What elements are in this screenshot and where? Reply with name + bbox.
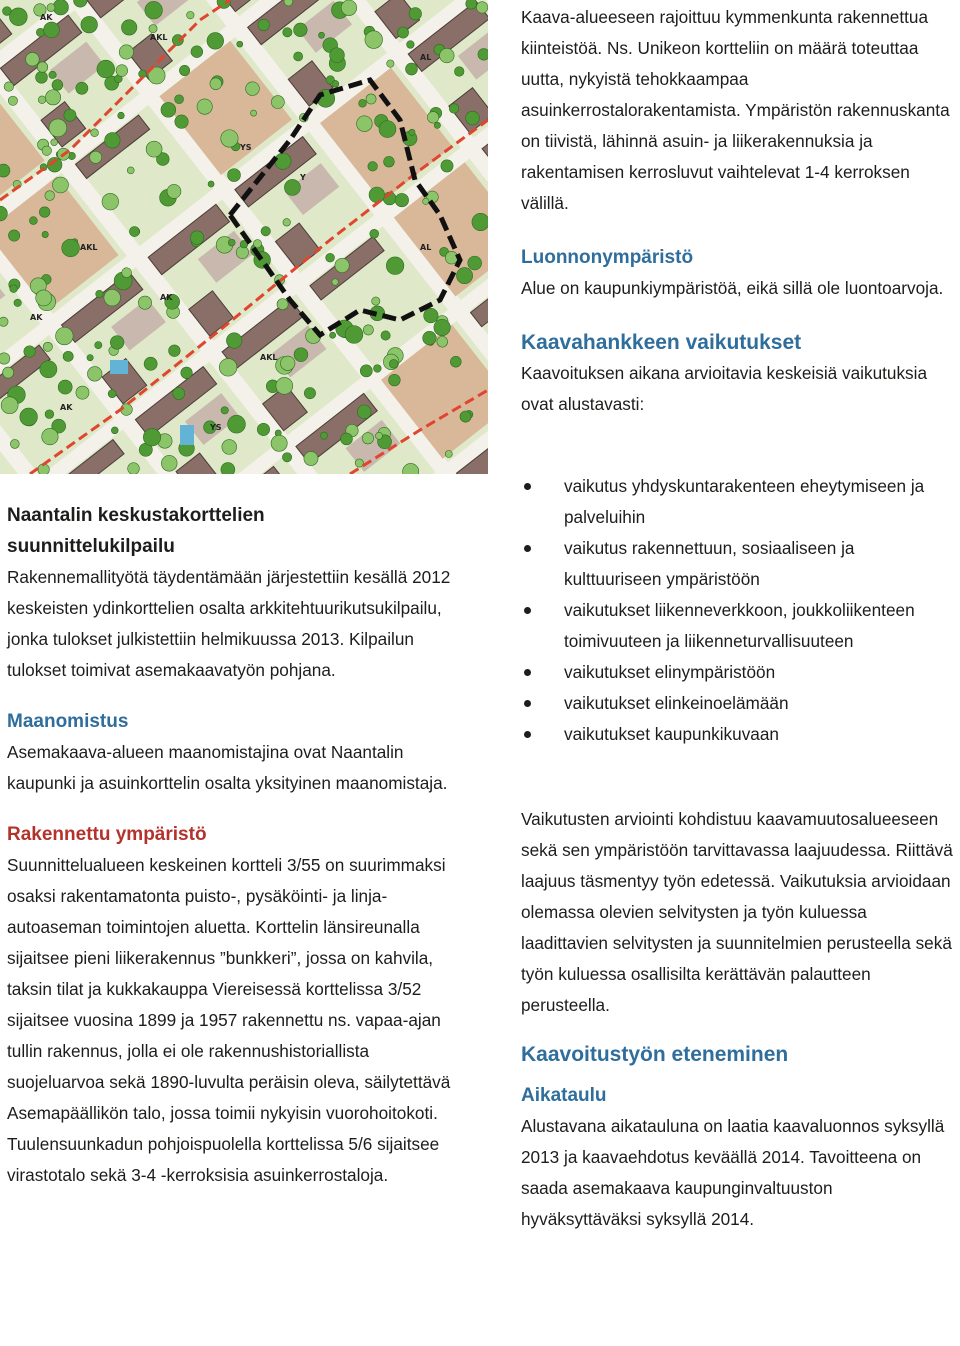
map-tree xyxy=(304,388,315,399)
map-tree xyxy=(258,19,270,31)
map-tree xyxy=(144,357,157,370)
ownership-paragraph: Asemakaava-alueen maanomistajina ovat Naantalin kaupunki ja asuinkorttelin osalta yksityinen maanomistaja. xyxy=(7,742,448,793)
map-tree xyxy=(454,67,464,77)
map-tree xyxy=(476,2,488,14)
map-tree xyxy=(161,455,177,471)
map-tree xyxy=(341,0,357,16)
map-label: AKL xyxy=(80,243,98,252)
map-tree xyxy=(445,450,452,457)
map-label: AK xyxy=(40,13,53,22)
map-tree xyxy=(62,239,80,257)
map-tree xyxy=(0,353,10,364)
map-tree xyxy=(387,60,394,67)
map-tree xyxy=(359,99,367,107)
map-tree xyxy=(381,331,390,340)
map-tree xyxy=(257,423,269,435)
map-tree xyxy=(145,1,163,19)
map-tree xyxy=(38,96,46,104)
map-tree xyxy=(360,365,372,377)
map-tree xyxy=(222,440,237,455)
map-tree xyxy=(96,290,103,297)
map-tree xyxy=(1,397,18,414)
map-tree xyxy=(330,48,345,63)
map-tree xyxy=(43,342,52,351)
map-tree xyxy=(104,289,121,306)
map-tree xyxy=(221,407,228,414)
map-tree xyxy=(167,184,181,198)
map-tree xyxy=(40,361,57,378)
map-tree xyxy=(146,141,162,157)
map-tree xyxy=(253,240,261,248)
map-tree xyxy=(389,359,398,368)
map-tree xyxy=(320,432,327,439)
map-label: YS xyxy=(210,423,222,432)
map-tree xyxy=(374,365,382,373)
map-tree xyxy=(87,354,93,360)
map-tree xyxy=(271,435,287,451)
map-tree xyxy=(332,80,339,87)
nature-paragraph: Alue on kaupunkiympäristöä, eikä sillä ole luontoarvoja. xyxy=(521,278,944,298)
map-tree xyxy=(49,71,56,78)
map-tree xyxy=(9,8,27,26)
map-tree xyxy=(118,112,125,119)
map-tree xyxy=(365,31,383,49)
map-tree xyxy=(294,23,308,37)
map-tree xyxy=(237,41,243,47)
map-tree xyxy=(87,367,102,382)
map-tree xyxy=(409,8,421,20)
map-tree xyxy=(127,167,134,174)
map-tree xyxy=(236,246,248,258)
map-tree xyxy=(409,129,415,135)
map-tree xyxy=(10,439,19,448)
impacts-intro: Kaavoituksen aikana arvioitavia keskeisiä vaikutuksia ovat alustavasti: xyxy=(521,363,928,414)
map-tree xyxy=(363,325,373,335)
map-water xyxy=(180,425,194,445)
map-tree xyxy=(280,356,294,370)
map-tree xyxy=(375,432,382,439)
map-tree xyxy=(355,459,363,467)
map-tree xyxy=(362,433,373,444)
map-tree xyxy=(366,94,376,104)
map-tree xyxy=(466,0,477,9)
impacts-heading: Kaavahankkeen vaikutukset xyxy=(521,331,802,354)
map-tree xyxy=(42,146,51,155)
map-tree xyxy=(326,253,335,262)
map-label: Y xyxy=(300,173,306,182)
map-tree xyxy=(210,78,222,90)
map-tree xyxy=(169,345,181,357)
map-tree xyxy=(369,187,385,203)
map-tree xyxy=(108,390,116,398)
right-column-bottom xyxy=(521,804,953,1235)
map-tree xyxy=(0,317,8,326)
map-tree xyxy=(284,0,293,6)
map-tree xyxy=(95,341,102,348)
map-tree xyxy=(36,71,48,83)
map-tree xyxy=(161,102,176,117)
map-label: AK xyxy=(160,293,173,302)
map-tree xyxy=(20,408,38,426)
map-tree xyxy=(26,52,40,66)
map-tree xyxy=(389,374,401,386)
map-tree xyxy=(398,27,409,38)
map-tree xyxy=(228,239,235,246)
map-tree xyxy=(440,48,455,63)
map-tree xyxy=(173,387,185,399)
map-tree xyxy=(271,96,284,109)
map-tree xyxy=(386,257,404,275)
map-tree xyxy=(36,290,52,306)
map-tree xyxy=(76,386,89,399)
map-tree xyxy=(179,65,189,75)
map-label: AKL xyxy=(150,33,168,42)
map-tree xyxy=(191,46,203,58)
map-tree xyxy=(181,367,193,379)
map-tree xyxy=(335,258,349,272)
site-plan-drawing xyxy=(0,0,488,474)
map-label: AKL xyxy=(260,353,278,362)
right-column-top xyxy=(521,2,951,420)
map-tree xyxy=(39,207,50,218)
map-tree xyxy=(0,164,10,177)
map-tree xyxy=(64,109,76,121)
map-tree xyxy=(357,405,371,419)
assessment-paragraph: Vaikutusten arviointi kohdistuu kaavamuutosalueeseen sekä sen ympäristöön tarvittavassa laajuudessa. Riittävä laajuus täsmentyy työn edetessä. Vaikutuksia arvioidaan olemassa olevien selvitysten ja työn kuluessa laadittavien selvitysten ja suunnitelmien perusteella sekä työn kuluessa osallisilta kerättävän palautteen perusteella. xyxy=(521,809,953,1015)
map-tree xyxy=(81,16,98,33)
map-tree xyxy=(368,162,378,172)
map-tree xyxy=(42,231,48,237)
map-tree xyxy=(395,193,408,206)
map-tree xyxy=(45,191,55,201)
map-tree xyxy=(277,299,288,310)
list-item: vaikutukset elinkeinoelämään xyxy=(521,688,941,719)
progress-heading: Kaavoitustyön eteneminen xyxy=(521,1043,789,1066)
map-tree xyxy=(175,95,184,104)
map-tree xyxy=(228,415,246,433)
map-tree xyxy=(122,268,132,278)
map-tree xyxy=(8,96,17,105)
map-tree xyxy=(221,130,238,147)
map-tree xyxy=(341,433,353,445)
map-tree xyxy=(434,122,440,128)
map-tree xyxy=(90,151,102,163)
list-item: vaikutus rakennettuun, sosiaaliseen ja kulttuuriseen ympäristöön xyxy=(521,533,941,595)
map-tree xyxy=(449,104,459,114)
map-tree xyxy=(221,463,235,474)
built-environment-heading: Rakennettu ympäristö xyxy=(7,824,207,845)
map-tree xyxy=(14,299,21,306)
map-tree xyxy=(45,90,60,105)
impacts-list-container xyxy=(521,471,941,750)
map-tree xyxy=(105,133,120,148)
map-tree xyxy=(10,285,18,293)
map-tree xyxy=(207,33,224,50)
map-tree xyxy=(58,380,72,394)
map-tree xyxy=(261,227,270,236)
map-tree xyxy=(44,22,60,38)
map-tree xyxy=(197,99,212,114)
map-tree xyxy=(51,139,58,146)
nature-heading: Luonnonympäristö xyxy=(521,247,694,268)
map-tree xyxy=(175,115,188,128)
map-tree xyxy=(345,326,363,344)
map-tree xyxy=(318,32,324,38)
map-tree xyxy=(478,49,488,61)
map-tree xyxy=(283,28,292,37)
map-label: AL xyxy=(420,53,432,62)
list-item: vaikutukset liikenneverkkoon, joukkoliikenteen toimivuuteen ja liikenneturvallisuuteen xyxy=(521,595,941,657)
schedule-heading: Aikataulu xyxy=(521,1085,607,1106)
map-tree xyxy=(445,251,458,264)
map-tree xyxy=(384,156,395,167)
impacts-list xyxy=(521,471,941,750)
map-tree xyxy=(76,82,88,94)
map-tree xyxy=(246,82,260,96)
list-item: vaikutus yhdyskuntarakenteen eheytymiseen ja palveluihin xyxy=(521,471,941,533)
map-tree xyxy=(119,45,133,59)
site-plan-map xyxy=(0,0,488,474)
map-tree xyxy=(450,356,461,367)
map-tree xyxy=(56,327,74,345)
map-tree xyxy=(466,111,480,125)
map-tree xyxy=(4,82,14,92)
map-tree xyxy=(434,319,450,335)
map-tree xyxy=(437,336,448,347)
map-tree xyxy=(379,121,396,138)
map-tree xyxy=(226,333,242,349)
map-label: AK xyxy=(30,313,43,322)
map-tree xyxy=(111,427,118,434)
map-tree xyxy=(228,169,241,182)
map-tree xyxy=(208,181,214,187)
map-tree xyxy=(294,52,303,61)
competition-heading: Naantalin keskustakorttelien suunnittelukilpailu xyxy=(7,505,265,557)
map-tree xyxy=(370,229,379,238)
map-tree xyxy=(42,428,58,444)
map-tree xyxy=(110,336,124,350)
map-tree xyxy=(406,63,418,75)
map-tree xyxy=(284,179,300,195)
map-tree xyxy=(143,429,160,446)
map-tree xyxy=(49,119,67,137)
map-tree xyxy=(116,65,128,77)
list-item: vaikutukset elinympäristöön xyxy=(521,657,941,688)
map-tree xyxy=(304,451,318,465)
schedule-paragraph: Alustavana aikatauluna on laatia kaavaluonnos syksyllä 2013 ja kaavaehdotus keväällä 2014. Tavoitteena on saada asemakaava kaupunginvaltuuston hyväksyttäväksi syksyllä 2014. xyxy=(521,1116,945,1229)
map-tree xyxy=(276,377,293,394)
map-label: AK xyxy=(60,403,73,412)
map-tree xyxy=(332,279,339,286)
map-tree xyxy=(149,25,157,33)
ownership-heading: Maanomistus xyxy=(7,711,129,732)
map-tree xyxy=(423,331,437,345)
map-tree xyxy=(102,193,119,210)
map-tree xyxy=(441,160,453,172)
built-environment-paragraph: Suunnittelualueen keskeinen kortteli 3/55 on suurimmaksi osaksi rakentamatonta puisto-, pysäköinti- ja linja-autoaseman toimintojen aluetta. Korttelin länsireunalla sijaitsee pieni liikerakennus ”bunkkeri”, jossa on kahvila, taksin tilat ja kukkakauppa Viereisessä korttelissa 3/52 sijaitsee vuosina 1899 ja 1957 rakennettu ns. vapaa-ajan tullin rakennus, jolla ei ole rakennushistoriallista suojeluarvoa sekä 1890-luvulta peräisin oleva, säilytettävä Asemapäällikön talo, jossa toimii nykyisin vuorohoitokoti. Tuulensuunkadun pohjoispuolella korttelissa 5/6 sijaitsee virastotalo sekä 3-4 -kerroksisia asuinkerrostaloja. xyxy=(7,855,451,1185)
map-tree xyxy=(294,348,308,362)
map-tree xyxy=(3,367,14,378)
map-tree xyxy=(121,20,136,35)
map-tree xyxy=(407,41,415,49)
map-tree xyxy=(190,231,204,245)
map-label: AL xyxy=(420,243,432,252)
map-tree xyxy=(330,332,336,338)
map-label: YS xyxy=(240,143,252,152)
map-tree xyxy=(282,453,291,462)
map-tree xyxy=(129,226,139,236)
left-column xyxy=(7,500,457,1191)
map-tree xyxy=(91,129,99,137)
map-tree xyxy=(423,198,429,204)
map-tree xyxy=(424,308,438,322)
map-tree xyxy=(460,411,471,422)
list-item: vaikutukset kaupunkikuvaan xyxy=(521,719,941,750)
map-tree xyxy=(357,116,373,132)
map-tree xyxy=(29,217,37,225)
map-tree xyxy=(97,60,115,78)
map-tree xyxy=(37,62,48,73)
map-tree xyxy=(63,351,73,361)
map-tree xyxy=(45,410,54,419)
map-tree xyxy=(52,177,68,193)
map-tree xyxy=(251,110,257,116)
map-tree xyxy=(372,297,380,305)
map-tree xyxy=(275,153,291,169)
map-tree xyxy=(8,230,19,241)
map-tree xyxy=(52,80,63,91)
map-tree xyxy=(47,4,55,12)
map-tree xyxy=(138,296,151,309)
map-tree xyxy=(472,213,488,230)
map-tree xyxy=(283,219,291,227)
map-tree xyxy=(187,11,195,19)
map-tree xyxy=(24,346,35,357)
map-tree xyxy=(219,359,237,377)
competition-paragraph: Rakennemallityötä täydentämään järjestettiin kesällä 2012 keskeisten ydinkorttelien osalta arkkitehtuurikutsukilpailu, jonka tulokset julkistettiin helmikuussa 2013. Kilpailun tulokset toimivat asemakaavatyön pohjana. xyxy=(7,567,451,680)
intro-paragraph: Kaava-alueeseen rajoittuu kymmenkunta rakennettua kiinteistöä. Ns. Unikeon kortteliin on määrä toteuttaa uutta, nykyistä tehokkaampaa asuinkerrostalorakentamista. Ympäristön rakennuskanta on tiivistä, lähinnä asuin- ja liikerakennuksia ja rakentamisen kerrosluvut vaihtelevat 1-4 kerroksen välillä. xyxy=(521,7,950,213)
map-tree xyxy=(128,463,140,474)
map-tree xyxy=(427,112,438,123)
map-water xyxy=(110,360,128,374)
map-tree xyxy=(456,268,472,284)
map-tree xyxy=(468,256,482,270)
